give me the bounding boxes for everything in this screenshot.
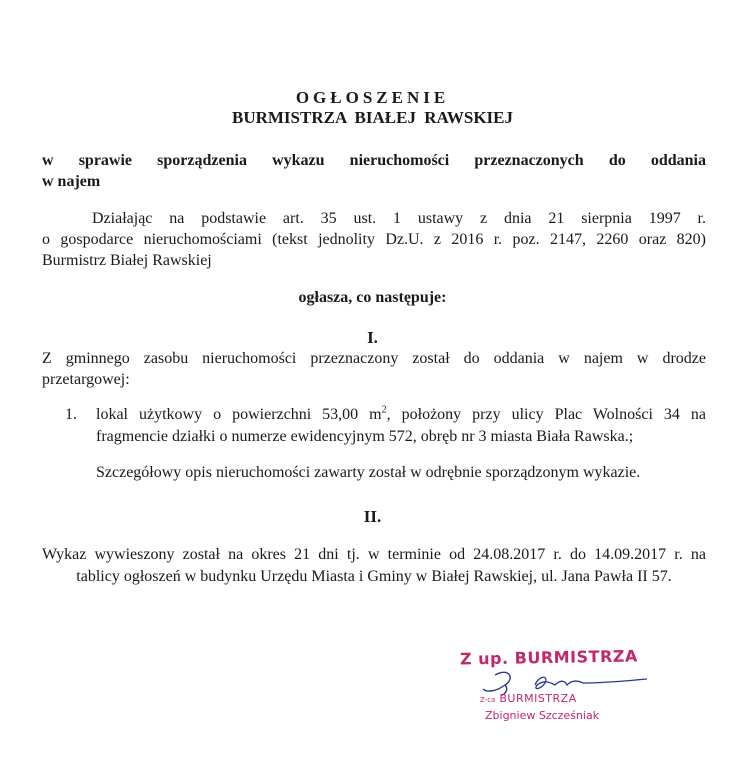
stamp-prefix: Z-ca xyxy=(480,696,496,704)
intro-paragraph xyxy=(42,208,706,271)
intro-line-3: Burmistrz Białej Rawskiej xyxy=(42,252,212,269)
stamp-title: BURMISTRZA xyxy=(499,692,577,705)
list-item-area: lokal użytkowy o powierzchni 53,00 m xyxy=(96,406,382,423)
list-item-number: 1. xyxy=(65,406,77,423)
section-1-intro-line-2: przetargowej: xyxy=(42,371,130,388)
subject xyxy=(42,150,706,192)
list-item-line-1 xyxy=(96,404,706,426)
subject-line-1: w sprawie sporządzenia wykazu nieruchomości przeznaczonych do oddania xyxy=(42,152,706,169)
list-item-location: , położony przy ulicy Plac Wolności 34 na xyxy=(386,406,706,423)
document-subtitle: BURMISTRZA BIAŁEJ RAWSKIEJ xyxy=(231,108,513,127)
document-title: OGŁOSZENIE xyxy=(295,88,450,107)
intro-line-2: o gospodarce nieruchomościami (tekst jednolity Dz.U. z 2016 r. poz. 2147, 2260 oraz 820) xyxy=(42,231,706,248)
subject-line-2: w najem xyxy=(42,173,101,190)
stamp-line-3: Zbigniew Szcześniak xyxy=(485,709,600,722)
official-stamp xyxy=(445,643,665,733)
section-1-intro-line-1: Z gminnego zasobu nieruchomości przeznaczony został do oddania w najem w drodze xyxy=(42,350,706,367)
intro-line-1: Działając na podstawie art. 35 ust. 1 ustawy z dnia 21 sierpnia 1997 r. xyxy=(92,210,706,227)
section-2-line-1: Wykaz wywieszony został na okres 21 dni tj. w terminie od 24.08.2017 r. do 14.09.2017 r. na xyxy=(42,546,706,563)
stamp-line-1: Z up. BURMISTRZA xyxy=(459,646,638,669)
section-2-text xyxy=(42,544,706,588)
announcement-heading: ogłasza, co następuje: xyxy=(298,289,447,306)
section-1-heading: I. xyxy=(367,328,378,347)
detail-note: Szczegółowy opis nieruchomości zawarty został w odrębnie sporządzonym wykazie. xyxy=(96,464,641,481)
section-1-intro xyxy=(42,348,706,390)
stamp-line-2 xyxy=(480,692,577,705)
superscript: 2 xyxy=(381,404,387,416)
section-2-heading: II. xyxy=(363,507,382,526)
section-2-line-2: tablicy ogłoszeń w budynku Urzędu Miasta i Gminy w Białej Rawskiej, ul. Jana Pawła II 57. xyxy=(76,568,672,585)
list-item-line-2: fragmencie działki o numerze ewidencyjnym 572, obręb nr 3 miasta Biała Rawska.; xyxy=(96,428,634,445)
list-item-text xyxy=(96,404,706,448)
